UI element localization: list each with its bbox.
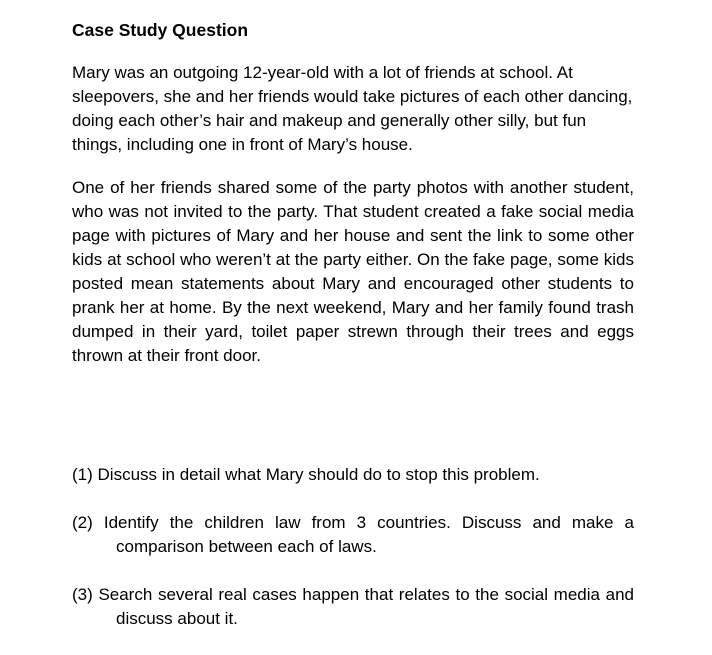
question-text: Discuss in detail what Mary should do to stop this problem. xyxy=(97,465,540,484)
case-paragraph-1: Mary was an outgoing 12-year-old with a lot of friends at school. At sleepovers, she and her friends would take pictures of each other dancing, doing each other’s hair and makeup and generally other silly, but fun things, including one in front of Mary’s house. xyxy=(72,63,633,154)
case-paragraph-2: One of her friends shared some of the party photos with another student, who was not invited to the party. That student created a fake social media page with pictures of Mary and her house and sent the link to some other kids at school who weren’t at the party either. On the fake page, some kids posted mean statements about Mary and encouraged other students to prank her at home. By the next weekend, Mary and her family found trash dumped in their yard, toilet paper strewn through their trees and eggs thrown at their front door. xyxy=(72,178,634,365)
question-text: Identify the children law from 3 countries. Discuss and make a comparison between each of laws. xyxy=(103,513,634,556)
question-3 xyxy=(72,583,634,631)
question-number: (1) xyxy=(72,465,93,484)
document-title: Case Study Question xyxy=(72,20,249,40)
question-number: (3) xyxy=(72,585,93,604)
document-page xyxy=(72,18,634,655)
question-2 xyxy=(72,511,634,559)
question-1 xyxy=(72,463,634,487)
question-text: Search several real cases happen that relates to the social media and discuss about it. xyxy=(98,585,634,628)
question-number: (2) xyxy=(72,513,93,532)
blank-space xyxy=(72,387,634,463)
